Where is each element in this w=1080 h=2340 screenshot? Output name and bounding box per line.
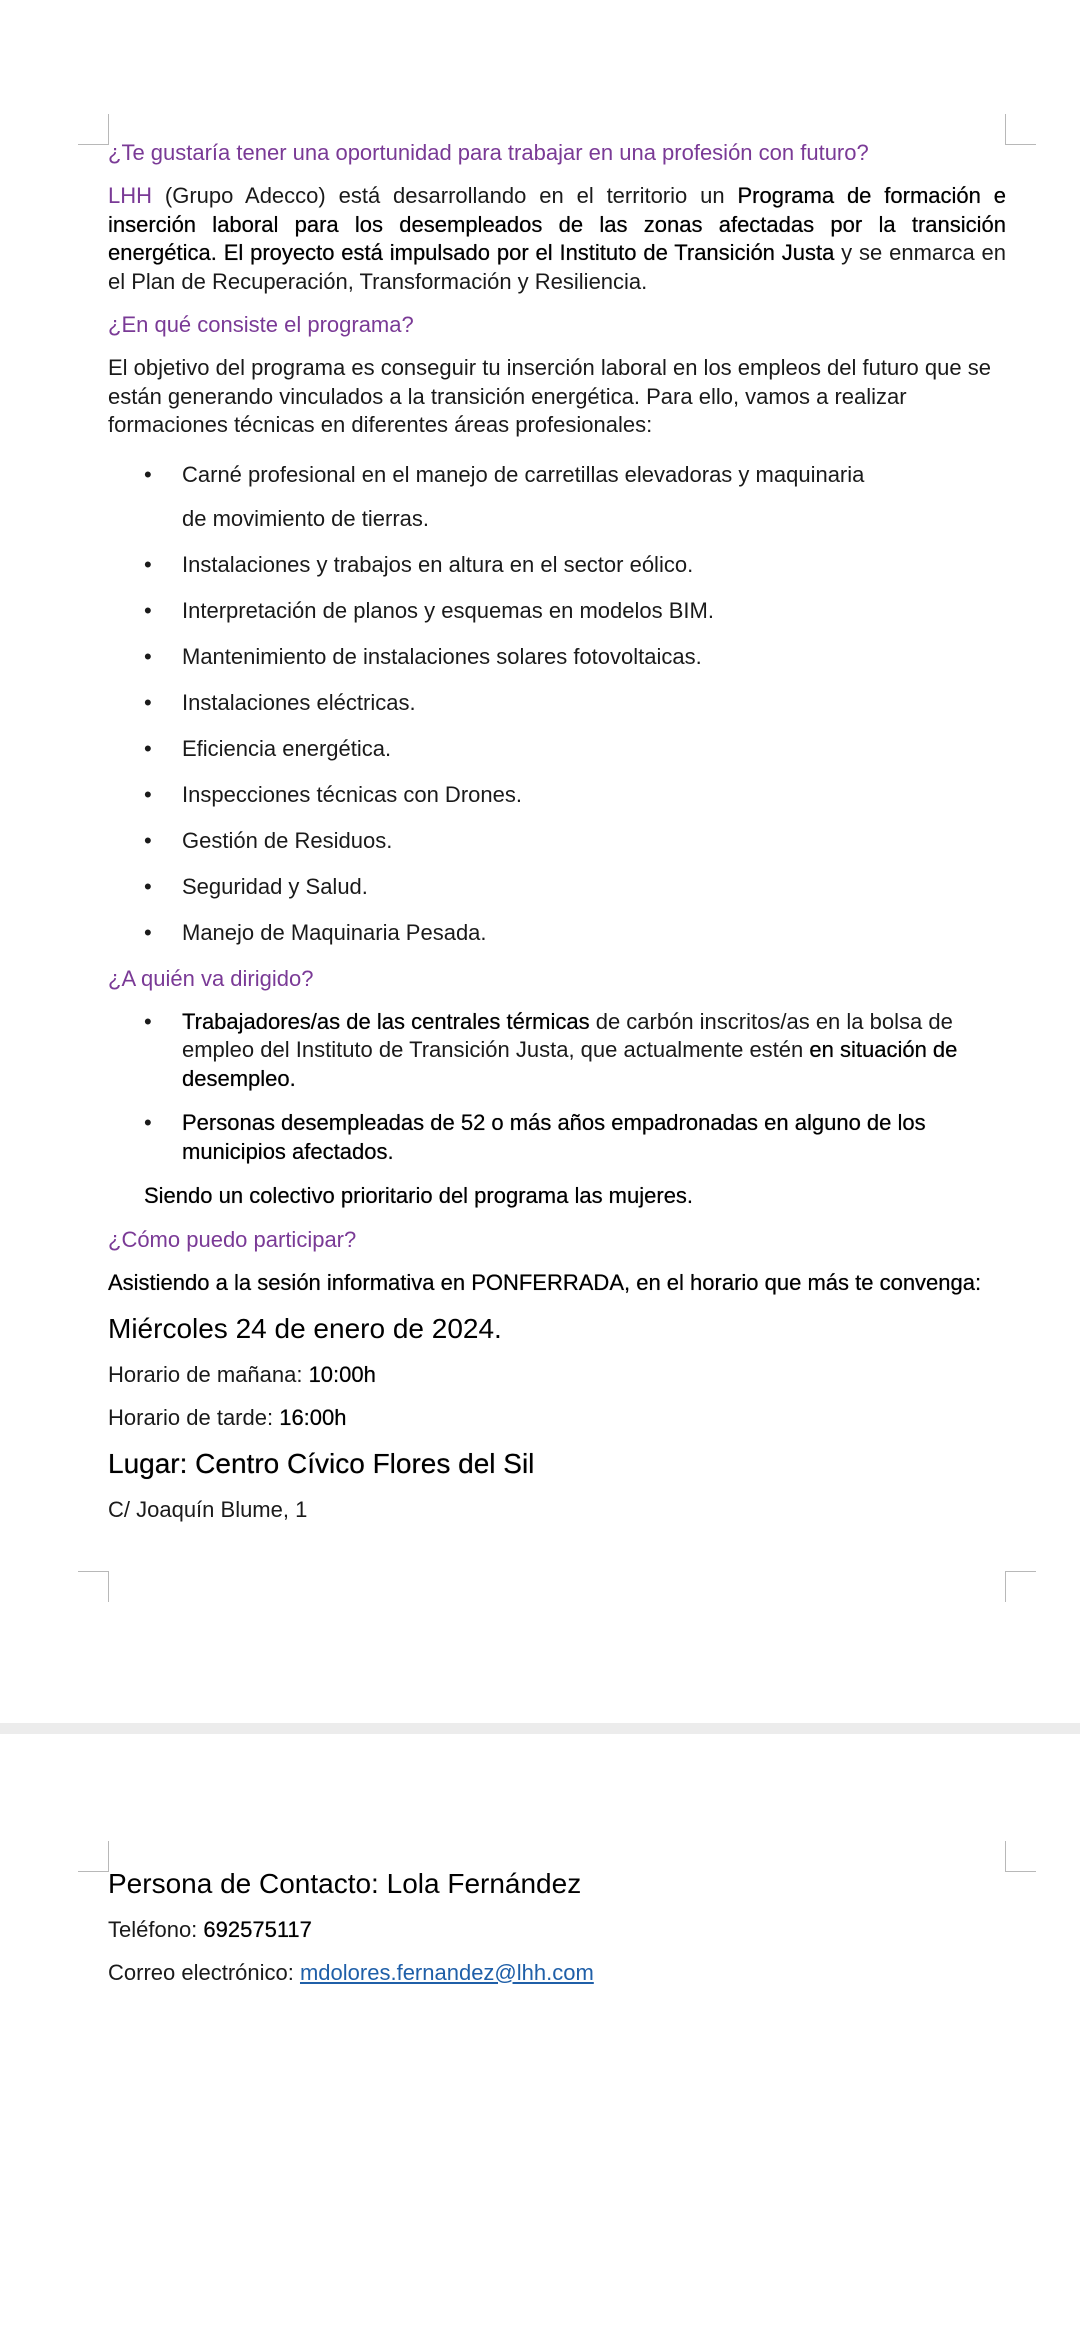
crop-mark-bottom-right bbox=[1005, 1571, 1036, 1602]
crop-mark-top-right bbox=[1005, 114, 1036, 145]
intro-question-heading: ¿Te gustaría tener una oportunidad para trabajar en una profesión con futuro? bbox=[108, 140, 869, 165]
session-date: Miércoles 24 de enero de 2024. bbox=[108, 1313, 502, 1344]
contact-phone: Teléfono: 692575117 bbox=[108, 1917, 312, 1942]
list-item: • Mantenimiento de instalaciones solares fotovoltaicas. bbox=[108, 642, 1006, 672]
intro-paragraph bbox=[108, 182, 1006, 296]
list-item: • Carné profesional en el manejo de carretillas elevadoras y maquinaria de movimiento de tierras. bbox=[108, 460, 1006, 534]
session-place: Lugar: Centro Cívico Flores del Sil bbox=[108, 1448, 535, 1479]
crop-mark-top-right bbox=[1005, 1841, 1036, 1872]
list-item: • Trabajadores/as de las centrales térmicas de carbón inscritos/as en la bolsa de empleo del Instituto de Transición Justa, que actualmente estén en situación de desempleo. bbox=[108, 1008, 1006, 1094]
list-item: • Instalaciones eléctricas. bbox=[108, 688, 1006, 718]
list-item: • Interpretación de planos y esquemas en modelos BIM. bbox=[108, 596, 1006, 626]
list-item: • Instalaciones y trabajos en altura en el sector eólico. bbox=[108, 550, 1006, 580]
list-item: • Personas desempleadas de 52 o más años empadronadas en alguno de los municipios afectados. bbox=[108, 1109, 1006, 1166]
audience-list bbox=[108, 1008, 1006, 1167]
page-1-body bbox=[108, 138, 1006, 1539]
intro-text-a: (Grupo Adecco) está desarrollando en el territorio un bbox=[152, 183, 738, 208]
training-list bbox=[108, 460, 1006, 948]
contact-email: Correo electrónico: mdolores.fernandez@lhh.com bbox=[108, 1959, 594, 1985]
crop-mark-top-left bbox=[78, 1841, 109, 1872]
intro-text-b: y se enmarca en el Plan de Recuperación, Transformación y Resiliencia. bbox=[108, 240, 1007, 294]
session-address: C/ Joaquín Blume, 1 bbox=[108, 1497, 308, 1522]
morning-schedule: Horario de mañana: 10:00h bbox=[108, 1362, 376, 1387]
list-item: • Inspecciones técnicas con Drones. bbox=[108, 780, 1006, 810]
participate-heading: ¿Cómo puedo participar? bbox=[108, 1226, 357, 1252]
program-heading: ¿En qué consiste el programa? bbox=[108, 312, 414, 337]
page-2-body bbox=[108, 1866, 1006, 2001]
page-separator bbox=[0, 1723, 1080, 1734]
intro-program-bold: Programa de formación e inserción laboral para los desempleados de las zonas afectadas por la transición energética. El proyecto está impulsado por el Instituto de Transición Justa bbox=[108, 183, 1006, 265]
email-link[interactable]: mdolores.fernandez@lhh.com bbox=[299, 1959, 594, 1985]
session-info: Asistiendo a la sesión informativa en PONFERRADA, en el horario que más te convenga: bbox=[108, 1269, 982, 1295]
priority-note: Siendo un colectivo prioritario del programa las mujeres. bbox=[144, 1183, 694, 1208]
list-item: • Eficiencia energética. bbox=[108, 734, 1006, 764]
program-description: El objetivo del programa es conseguir tu inserción laboral en los empleos del futuro que se están generando vinculados a la transición energética. Para ello, vamos a realizar formaciones técnicas en diferentes áreas profesionales: bbox=[108, 355, 991, 437]
afternoon-schedule: Horario de tarde: 16:00h bbox=[108, 1404, 347, 1430]
list-item: • Seguridad y Salud. bbox=[108, 872, 1006, 902]
list-item: • Gestión de Residuos. bbox=[108, 826, 1006, 856]
list-item: • Manejo de Maquinaria Pesada. bbox=[108, 918, 1006, 948]
crop-mark-top-left bbox=[78, 114, 109, 145]
brand-name: LHH bbox=[108, 183, 153, 208]
crop-mark-bottom-left bbox=[78, 1571, 109, 1602]
audience-heading: ¿A quién va dirigido? bbox=[108, 965, 314, 991]
contact-person: Persona de Contacto: Lola Fernández bbox=[108, 1868, 582, 1899]
document-page-2 bbox=[0, 1734, 1080, 2340]
